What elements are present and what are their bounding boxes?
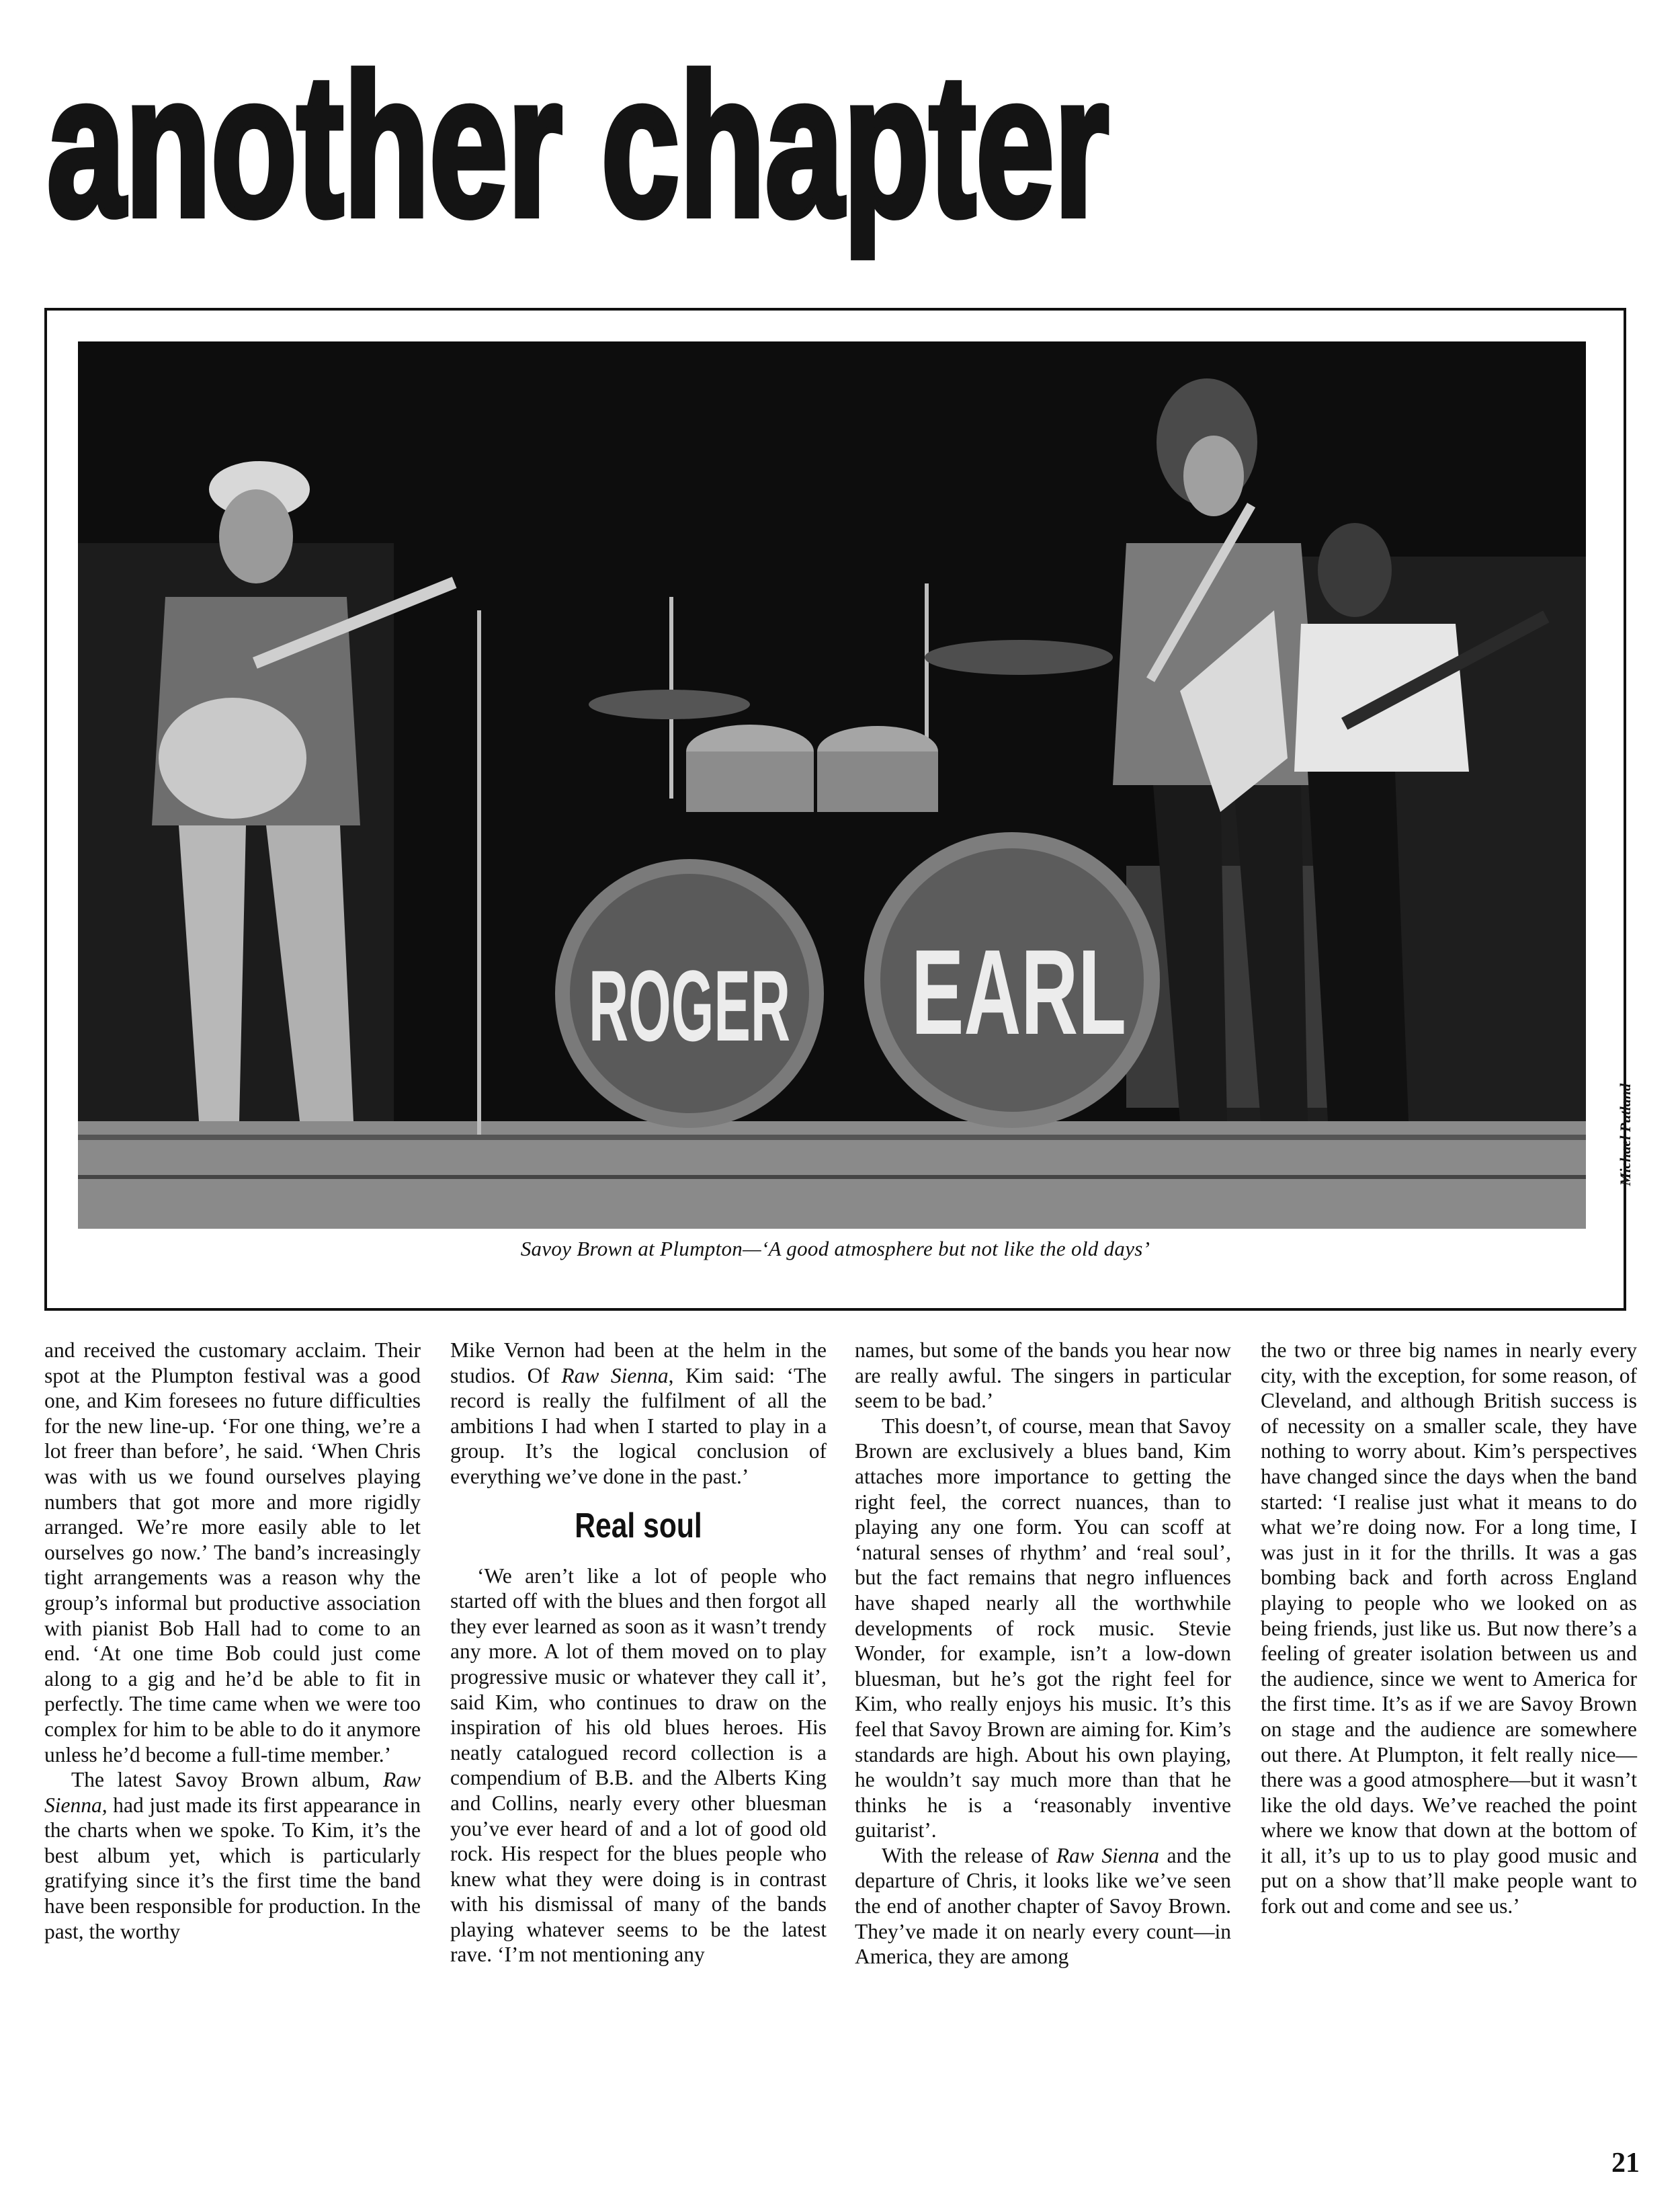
text-run: The latest Savoy Brown album, (71, 1768, 383, 1792)
page-number: 21 (1611, 2148, 1640, 2179)
text-run: With the release of (882, 1843, 1056, 1867)
article-column-4 (1261, 1338, 1637, 2131)
album-title: Raw Sienna (561, 1363, 669, 1387)
article-column-3 (855, 1338, 1231, 2131)
text-run: , Kim said: ‘The record is really the fulfilment of all the ambitions I had when I started to play in a group. It’s the logical conclusion of everything we’ve done in the past.’ (450, 1363, 827, 1488)
text-run: Mike Vernon had been at the helm in the studios. Of (450, 1338, 827, 1387)
text-run: and the departure of Chris, it looks like we’ve seen the end of another chapter of Savoy Brown. They’ve made it on nearly every count—in America, they are among (855, 1843, 1231, 1969)
paragraph: the two or three big names in nearly every city, with the exception, for some reason, of Cleveland, and although British success is of necessity on a smaller scale, they have nothing to worry about. Kim’s perspectives have changed since the days when the band started: ‘I realise just what it means to do what we’re doing now. For a long time, I was just in it for the thrills. It was a gas bombing back and forth across England playing to people who we looked on as being friends, just like us. But now there’s a feeling of greater isolation between us and the audience, since we went to America for the first time. It’s as if we are Savoy Brown on stage and the audience are somewhere out there. At Plumpton, it felt really nice—there was a good atmosphere—but it wasn’t like the old days. We’ve reached the point where we know that down at the bottom of it all, it’s up to us to play good music and put on a show that’ll make people want to fork out and come and see us.’ (1261, 1338, 1637, 1918)
headline (40, 32, 1571, 258)
drum-label-right: EARL (911, 925, 1126, 1060)
photo-frame (44, 308, 1634, 1311)
paragraph (855, 1843, 1231, 1969)
photo-caption: Savoy Brown at Plumpton—‘A good atmosphere but not like the old days’ (520, 1237, 1150, 1260)
paragraph: names, but some of the bands you hear now are really awful. The singers in particular seem to be bad.’ (855, 1338, 1231, 1413)
headline-text: another chapter (47, 32, 1571, 258)
album-title: Raw Sienna, (44, 1768, 421, 1817)
paragraph: and received the customary acclaim. Their spot at the Plumpton festival was a good one, and Kim foresees no future difficulties for the new line-up. ‘For one thing, we’re a lot freer than before’, he said. ‘When Chris was with us we found ourselves playing numbers that got more and more rigidly arranged. We’re more easily able to let ourselves go now.’ The band’s increasingly tight arrangements was a reason why the group’s informal but productive association with pianist Bob Hall had to come to an end. ‘At one time Bob could just come along to a gig and he’d be able to fit in perfectly. The time came when we were too complex for him to be able to do it anymore unless he’d become a full-time member.’ (44, 1338, 421, 1766)
text-run: had just made its first appearance in the charts when we spoke. To Kim, it’s the best album yet, which is particularly gratifying since it’s the first time the band have been responsible for production. In the past, the worthy (44, 1793, 421, 1943)
band-photo (78, 341, 1586, 1229)
band-photo-illustration (78, 341, 1586, 1229)
article-column-2 (450, 1338, 827, 2131)
paragraph (44, 1767, 421, 1944)
article-body (44, 1338, 1637, 2131)
paragraph: ‘We aren’t like a lot of people who started off with the blues and then forgot all they ever learned as soon as it wasn’t trendy any more. A lot of them moved on to play progressive music or whatever they call it’, said Kim, who continues to draw on the inspiration of his old blues heroes. His neatly catalogued record collection is a compendium of B.B. and the Alberts King and Collins, nearly every other bluesman you’ve ever heard of and a lot of good old rock. His respect for the blues people who knew what they were doing is in contrast with his dismissal of many of the bands playing whatever seems to be the latest rave. ‘I’m not mentioning any (450, 1563, 827, 1967)
drum-label-left: ROGER (589, 949, 790, 1062)
photo-credit: Michael Putland (1617, 1084, 1634, 1186)
paragraph: This doesn’t, of course, mean that Savoy Brown are exclusively a blues band, Kim attaches more importance to getting the right feel, the correct nuances, than to playing any one form. You can scoff at ‘natural senses of rhythm’ and ‘real soul’, but the fact remains that negro influences have shaped nearly all the worthwhile developments of rock music. Stevie Wonder, for example, isn’t a low-down bluesman, but he’s got the right feel for Kim, who really enjoys his music. It’s this feel that Savoy Brown are aiming for. Kim’s standards are high. About his own playing, he wouldn’t say much more than that he thinks he is a ‘reasonably inventive guitarist’. (855, 1414, 1231, 1842)
article-column-1 (44, 1338, 421, 2131)
paragraph (450, 1338, 827, 1490)
album-title: Raw Sienna (1056, 1843, 1160, 1867)
subheading: Real soul (575, 1506, 702, 1545)
